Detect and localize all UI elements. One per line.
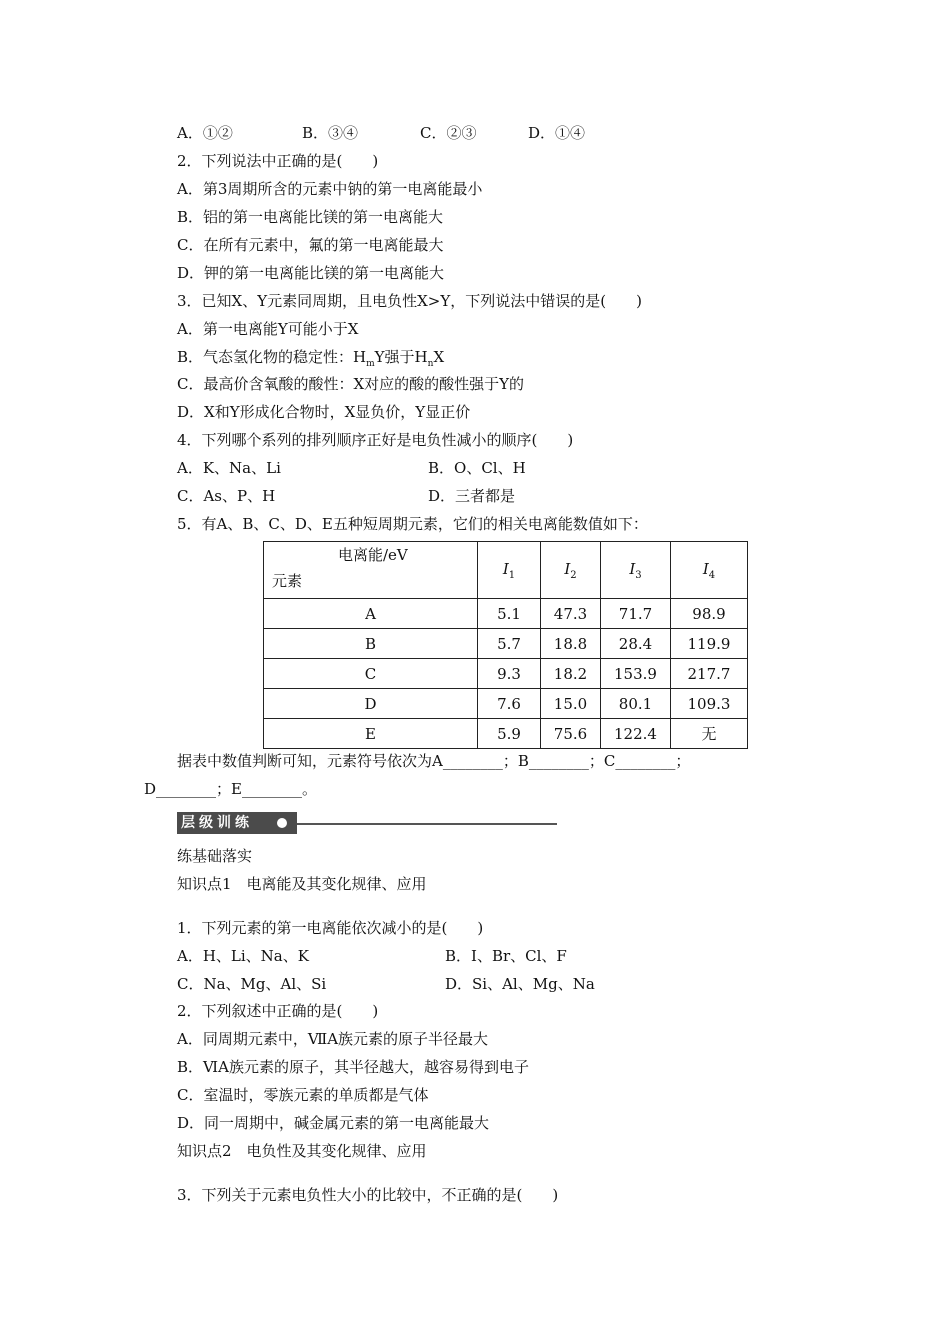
p1-stem: 1．下列元素的第一电离能依次减小的是( ) — [177, 919, 484, 937]
knowledge-point-2: 知识点2 电负性及其变化规律、应用 — [177, 1142, 427, 1160]
table-cell: 47.3 — [541, 599, 601, 629]
table-cell: 98.9 — [671, 599, 748, 629]
q2-option-a: A．第3周期所含的元素中钠的第一电离能最小 — [177, 180, 483, 198]
table-cell: 18.2 — [541, 659, 601, 689]
p2-option-a: A．同周期元素中，ⅦA族元素的原子半径最大 — [177, 1030, 489, 1048]
table-header-row — [264, 542, 748, 599]
q2-stem: 2．下列说法中正确的是( ) — [177, 152, 379, 170]
q3-option-b: B．气态氢化物的稳定性：$H_mY$强于$H_nX$ — [177, 348, 445, 369]
banner-rule — [297, 823, 557, 825]
q5-answer-line-1: 据表中数值判断可知，元素符号依次为A________；B________；C________； — [177, 752, 691, 770]
table-cell: 7.6 — [478, 689, 541, 719]
table-cell: 5.1 — [478, 599, 541, 629]
q4-option-a: A．K、Na、Li — [177, 459, 281, 477]
table-cell: B — [264, 629, 478, 659]
p2-option-c: C．室温时，零族元素的单质都是气体 — [177, 1086, 429, 1104]
p2-option-d: D．同一周期中，碱金属元素的第一电离能最大 — [177, 1114, 490, 1132]
p2-stem: 2．下列叙述中正确的是( ) — [177, 1002, 379, 1020]
table-row — [264, 689, 748, 719]
table-cell: 无 — [671, 719, 748, 749]
table-corner-cell — [264, 542, 478, 599]
q5-stem: 5．有A、B、C、D、E五种短周期元素，它们的相关电离能数值如下： — [177, 515, 648, 533]
banner-dot-icon — [277, 818, 287, 828]
table-cell: 75.6 — [541, 719, 601, 749]
table-cell: 28.4 — [601, 629, 671, 659]
q1-option-d: D．①④ — [528, 124, 586, 142]
table-cell: 18.8 — [541, 629, 601, 659]
q3-option-a: A．第一电离能Y可能小于X — [177, 320, 359, 338]
table-cell: 122.4 — [601, 719, 671, 749]
table-cell: E — [264, 719, 478, 749]
header-i3: $I_3$ — [601, 542, 671, 599]
p3-stem: 3．下列关于元素电负性大小的比较中，不正确的是( ) — [177, 1186, 559, 1204]
table-cell: D — [264, 689, 478, 719]
q1-option-a: A．①② — [177, 124, 233, 142]
p1-option-c: C．Na、Mg、Al、Si — [177, 975, 327, 993]
q1-option-c: C．②③ — [420, 124, 477, 142]
table-cell: A — [264, 599, 478, 629]
table-row — [264, 599, 748, 629]
p1-option-a: A．H、Li、Na、K — [177, 947, 309, 965]
p2-option-b: B．ⅥA族元素的原子，其半径越大，越容易得到电子 — [177, 1058, 529, 1076]
header-element-label: 元素 — [272, 572, 303, 590]
banner-label: 层级训练 — [181, 815, 253, 831]
table-cell: 80.1 — [601, 689, 671, 719]
q1-option-b: B．③④ — [302, 124, 359, 142]
q4-stem: 4．下列哪个系列的排列顺序正好是电负性减小的顺序( ) — [177, 431, 574, 449]
q4-option-d: D．三者都是 — [428, 487, 516, 505]
header-i2: $I_2$ — [541, 542, 601, 599]
table-cell: 5.9 — [478, 719, 541, 749]
header-i4: $I_4$ — [671, 542, 748, 599]
table-cell: 119.9 — [671, 629, 748, 659]
q5-answer-line-2: D________；E________。 — [144, 780, 317, 798]
ionization-energy-table — [263, 541, 748, 749]
section-banner — [177, 812, 297, 834]
p1-option-d: D．Si、Al、Mg、Na — [445, 975, 595, 993]
table-cell: 109.3 — [671, 689, 748, 719]
header-energy-label: 电离能/eV — [338, 546, 408, 564]
q2-option-b: B．铝的第一电离能比镁的第一电离能大 — [177, 208, 444, 226]
table-cell: 153.9 — [601, 659, 671, 689]
q4-option-c: C．As、P、H — [177, 487, 276, 505]
table-cell: C — [264, 659, 478, 689]
q2-option-c: C．在所有元素中，氟的第一电离能最大 — [177, 236, 444, 254]
table-row — [264, 659, 748, 689]
table-row — [264, 719, 748, 749]
section-basic-title: 练基础落实 — [177, 847, 253, 865]
table-row — [264, 629, 748, 659]
q3-option-d: D．X和Y形成化合物时，X显负价，Y显正价 — [177, 403, 471, 421]
table-cell: 5.7 — [478, 629, 541, 659]
table-cell: 71.7 — [601, 599, 671, 629]
table-cell: 9.3 — [478, 659, 541, 689]
q3-stem: 3．已知X、Y元素同周期，且电负性X>Y，下列说法中错误的是( ) — [177, 292, 642, 310]
q4-option-b: B．O、Cl、H — [428, 459, 526, 477]
knowledge-point-1: 知识点1 电离能及其变化规律、应用 — [177, 875, 427, 893]
p1-option-b: B．I、Br、Cl、F — [445, 947, 567, 965]
header-i1: $I_1$ — [478, 542, 541, 599]
q2-option-d: D．钾的第一电离能比镁的第一电离能大 — [177, 264, 445, 282]
q3-option-c: C．最高价含氧酸的酸性：X对应的酸的酸性强于Y的 — [177, 375, 525, 393]
table-cell: 15.0 — [541, 689, 601, 719]
table-cell: 217.7 — [671, 659, 748, 689]
